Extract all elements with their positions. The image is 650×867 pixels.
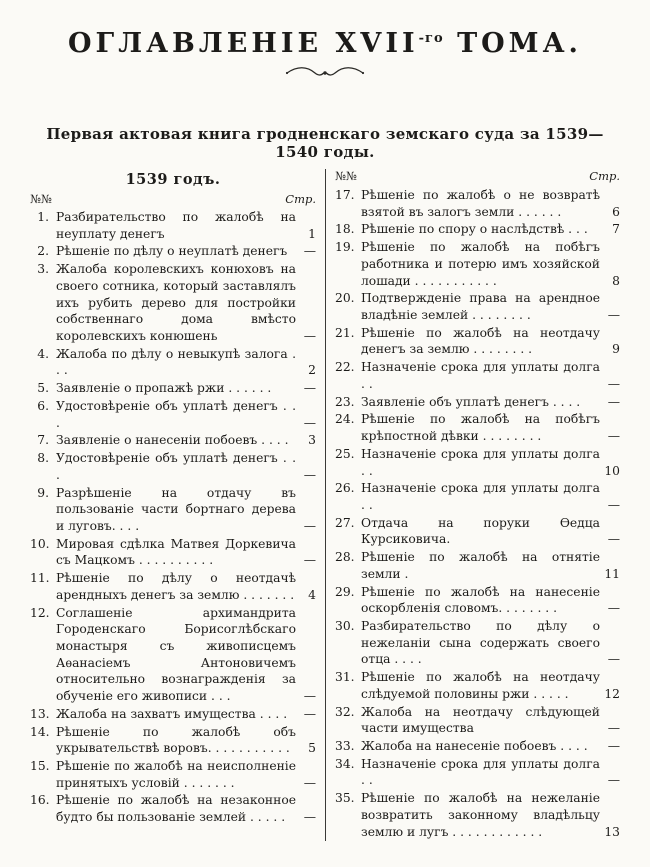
- entry-number: 21.: [335, 325, 355, 340]
- entry-number: 32.: [335, 704, 355, 719]
- entry-page: —: [303, 553, 316, 568]
- entry-page: —: [607, 739, 620, 753]
- entry-number: 25.: [335, 446, 355, 461]
- toc-entry: [30, 605, 316, 705]
- toc-entry: [30, 346, 316, 379]
- toc-entry: [335, 411, 620, 444]
- toc-entry: [335, 394, 620, 411]
- entry-title: Разбирательство по дѣлу о нежеланіи сына содержать своего отца . . . .: [361, 618, 600, 667]
- toc-entry: [30, 758, 316, 791]
- toc-entry: [30, 570, 316, 603]
- entry-page: —: [303, 810, 316, 825]
- entry-number: 34.: [335, 756, 355, 771]
- entry-page: —: [303, 329, 316, 344]
- entry-title: Разрѣшеніе на отдачу въ пользованіе части бортнаго дерева и луговъ. . . .: [56, 485, 296, 533]
- entry-page: 1: [308, 226, 316, 241]
- toc-entry: [30, 380, 316, 397]
- entry-number: 3.: [37, 262, 49, 277]
- entry-page: 8: [612, 273, 620, 288]
- entry-title: Заявленіе о нанесеніи побоевъ . . . .: [56, 433, 289, 448]
- entry-page: —: [303, 381, 316, 396]
- toc-entry: [335, 515, 620, 548]
- entry-page: —: [303, 775, 316, 790]
- toc-entry: [335, 549, 620, 582]
- entry-number: 7.: [37, 433, 49, 448]
- entry-number: 22.: [335, 360, 355, 375]
- entry-number: 9.: [37, 485, 49, 500]
- entry-title: Назначеніе срока для уплаты долга . .: [361, 756, 600, 788]
- entry-title: Рѣшеніе по жалобѣ о не возвратѣ взятой въ залогъ земли . . . . . .: [361, 188, 600, 219]
- entry-page: —: [303, 706, 316, 721]
- entry-number: 28.: [335, 550, 355, 565]
- toc-entry: [30, 261, 316, 345]
- toc-entry: [335, 738, 620, 755]
- year-heading: 1539 годъ.: [125, 171, 221, 188]
- ornament-flourish-icon: [283, 65, 367, 81]
- toc-entry: [30, 706, 316, 723]
- entry-number: 30.: [335, 618, 355, 633]
- entry-title: Рѣшеніе по жалобѣ на побѣгъ работника и потерю имъ хозяйской лошади . . . . . . . . . . .: [361, 240, 600, 288]
- entry-page: 10: [604, 463, 620, 478]
- number-column-label: №№: [335, 169, 357, 183]
- entry-page: —: [607, 532, 620, 547]
- entry-title: Рѣшеніе по жалобѣ на нанесеніе оскорбленія словомъ. . . . . . . .: [361, 584, 600, 616]
- toc-entry: [335, 480, 620, 513]
- entry-title: Назначеніе срока для уплаты долга . .: [361, 360, 600, 391]
- toc-entry: [30, 398, 316, 431]
- column-header-left: [30, 192, 316, 206]
- entry-page: 3: [308, 433, 316, 448]
- entry-title: Жалоба по дѣлу о невыкупѣ залога . . .: [56, 346, 296, 378]
- toc-entries-left: [30, 209, 316, 826]
- toc-entry: [335, 187, 620, 220]
- entry-number: 17.: [335, 188, 355, 202]
- toc-entry: [30, 209, 316, 242]
- entry-page: —: [607, 394, 620, 409]
- page-column-label: Стр.: [589, 169, 620, 183]
- entry-page: —: [607, 652, 620, 667]
- toc-entry: [335, 618, 620, 668]
- entry-number: 26.: [335, 481, 355, 496]
- entry-title: Назначеніе срока для уплаты долга . .: [361, 481, 600, 512]
- entry-page: —: [607, 308, 620, 323]
- toc-entry: [30, 536, 316, 569]
- toc-entry: [335, 359, 620, 392]
- entry-page: 12: [604, 686, 620, 701]
- toc-column-right: [325, 169, 620, 841]
- entry-number: 19.: [335, 240, 355, 255]
- entry-number: 6.: [37, 398, 49, 413]
- entry-page: —: [607, 497, 620, 512]
- toc-entry: [30, 792, 316, 825]
- entry-page: —: [303, 244, 316, 259]
- toc-entry: [30, 485, 316, 535]
- entry-title: Рѣшеніе по жалобѣ на нежеланіе возвратить законному владѣльцу землю и лугъ . . . . . . . . . . . .: [361, 791, 600, 839]
- toc-entry: [335, 790, 620, 840]
- entry-number: 15.: [30, 759, 50, 773]
- entry-title: Рѣшеніе по жалобѣ на незаконное будто бы пользованіе землей . . . . .: [56, 793, 296, 825]
- entry-number: 33.: [335, 739, 355, 753]
- entry-page: 9: [612, 342, 620, 357]
- entry-number: 1.: [37, 210, 49, 224]
- toc-entry: [335, 239, 620, 289]
- entry-page: —: [607, 773, 620, 788]
- entry-page: —: [607, 601, 620, 616]
- entry-number: 11.: [30, 571, 50, 586]
- entry-title: Подтвержденіе права на арендное владѣніе землей . . . . . . . .: [361, 291, 600, 323]
- toc-entry: [30, 243, 316, 260]
- entry-title: Удостовѣреніе объ уплатѣ денегъ . . .: [56, 398, 296, 430]
- entry-number: 23.: [335, 394, 355, 409]
- entry-number: 29.: [335, 584, 355, 599]
- entry-page: —: [303, 467, 316, 482]
- column-header-right: [335, 169, 620, 183]
- entry-page: —: [607, 721, 620, 736]
- entry-number: 31.: [335, 670, 355, 685]
- entry-title: Удостовѣреніе объ уплатѣ денегъ . . .: [56, 451, 296, 482]
- entry-title: Жалоба на нанесеніе побоевъ . . . .: [361, 739, 588, 753]
- entry-title: Рѣшеніе по жалобѣ на неотдачу слѣдуемой половины ржи . . . . .: [361, 670, 600, 701]
- entry-title: Жалоба королевскихъ конюховъ на своего сотника, который заставлялъ ихъ рубить дерево для постройки собственнаго дома вмѣсто королевскихъ конюшень: [56, 262, 296, 344]
- entry-title: Соглашеніе архимандрита Городенскаго Борисоглѣбскаго монастыря съ живописцемъ Аѳанасіемъ Антоновичемъ относительно вознагражденія за обученіе его живописи . . .: [56, 605, 296, 704]
- entry-page: 6: [612, 204, 620, 219]
- entry-page: 4: [308, 587, 316, 602]
- title-rest: ТОМА.: [443, 28, 582, 59]
- toc-entry: [30, 432, 316, 449]
- entry-page: 13: [604, 824, 620, 839]
- title-superscript: -го: [418, 31, 444, 46]
- entry-number: 4.: [37, 346, 49, 361]
- entry-title: Рѣшеніе по жалобѣ на отнятіе земли .: [361, 550, 600, 581]
- entry-number: 2.: [37, 244, 49, 259]
- page-title: [30, 28, 620, 59]
- entry-page: 7: [612, 222, 620, 237]
- toc-entries-right: [335, 187, 620, 840]
- toc-entry: [335, 704, 620, 737]
- toc-entry: [30, 450, 316, 483]
- toc-entry: [335, 290, 620, 323]
- entry-title: Заявленіе объ уплатѣ денегъ . . . .: [361, 394, 581, 409]
- entry-number: 27.: [335, 515, 355, 530]
- entry-number: 18.: [335, 222, 355, 237]
- entry-page: —: [303, 415, 316, 430]
- entry-title: Жалоба на захватъ имущества . . . .: [56, 706, 288, 721]
- entry-number: 16.: [30, 793, 50, 808]
- toc-column-left: [30, 169, 325, 841]
- book-subtitle: Первая актовая книга гродненскаго земскаго суда за 1539—1540 годы.: [46, 125, 604, 161]
- entry-number: 5.: [37, 381, 49, 396]
- entry-title: Рѣшеніе по жалобѣ на неотдачу денегъ за землю . . . . . . . .: [361, 325, 600, 357]
- entry-page: —: [303, 518, 316, 533]
- toc-entry: [335, 669, 620, 702]
- entry-page: 11: [604, 566, 620, 581]
- entry-number: 24.: [335, 412, 355, 427]
- entry-page: —: [303, 689, 316, 704]
- entry-title: Рѣшеніе по спору о наслѣдствѣ . . .: [361, 222, 588, 237]
- toc-columns: [30, 169, 620, 841]
- toc-entry: [335, 446, 620, 479]
- entry-page: 2: [308, 363, 316, 378]
- entry-number: 13.: [30, 706, 50, 721]
- toc-entry: [335, 221, 620, 238]
- entry-title: Рѣшеніе по дѣлу о неуплатѣ денегъ: [56, 244, 288, 259]
- entry-page: —: [607, 429, 620, 444]
- entry-number: 12.: [30, 605, 50, 620]
- page-column-label: Стр.: [285, 192, 316, 206]
- entry-title: Жалоба на неотдачу слѣдующей части имущества: [361, 704, 600, 736]
- divider-ornament: [30, 65, 620, 85]
- entry-number: 8.: [37, 451, 49, 466]
- toc-entry: [30, 724, 316, 757]
- entry-title: Рѣшеніе по жалобѣ на побѣгъ крѣпостной дѣвки . . . . . . . .: [361, 412, 600, 444]
- toc-entry: [335, 584, 620, 617]
- entry-title: Разбирательство по жалобѣ на неуплату денегъ: [56, 210, 296, 241]
- toc-entry: [335, 756, 620, 789]
- entry-title: Рѣшеніе по жалобѣ объ укрывательствѣ воровъ. . . . . . . . . . .: [56, 724, 296, 756]
- entry-title: Мировая сдѣлка Матвея Доркевича съ Мацкомъ . . . . . . . . . .: [56, 536, 296, 568]
- toc-entry: [335, 325, 620, 358]
- entry-page: —: [607, 376, 620, 391]
- entry-page: 5: [308, 741, 316, 756]
- entry-title: Заявленіе о пропажѣ ржи . . . . . .: [56, 381, 272, 396]
- entry-number: 35.: [335, 791, 355, 806]
- entry-title: Рѣшеніе по жалобѣ на неисполненіе принятыхъ условій . . . . . . .: [56, 759, 296, 790]
- entry-title: Рѣшеніе по дѣлу о неотдачѣ арендныхъ денегъ за землю . . . . . . .: [56, 571, 296, 602]
- title-main: ОГЛАВЛЕНІЕ XVII: [68, 28, 419, 59]
- number-column-label: №№: [30, 192, 52, 206]
- entry-title: Назначеніе срока для уплаты долга . .: [361, 446, 600, 478]
- entry-number: 10.: [30, 536, 50, 551]
- entry-title: Отдача на поруки Ѳедца Курсиковича.: [361, 515, 600, 547]
- entry-number: 20.: [335, 291, 355, 306]
- entry-number: 14.: [30, 724, 50, 739]
